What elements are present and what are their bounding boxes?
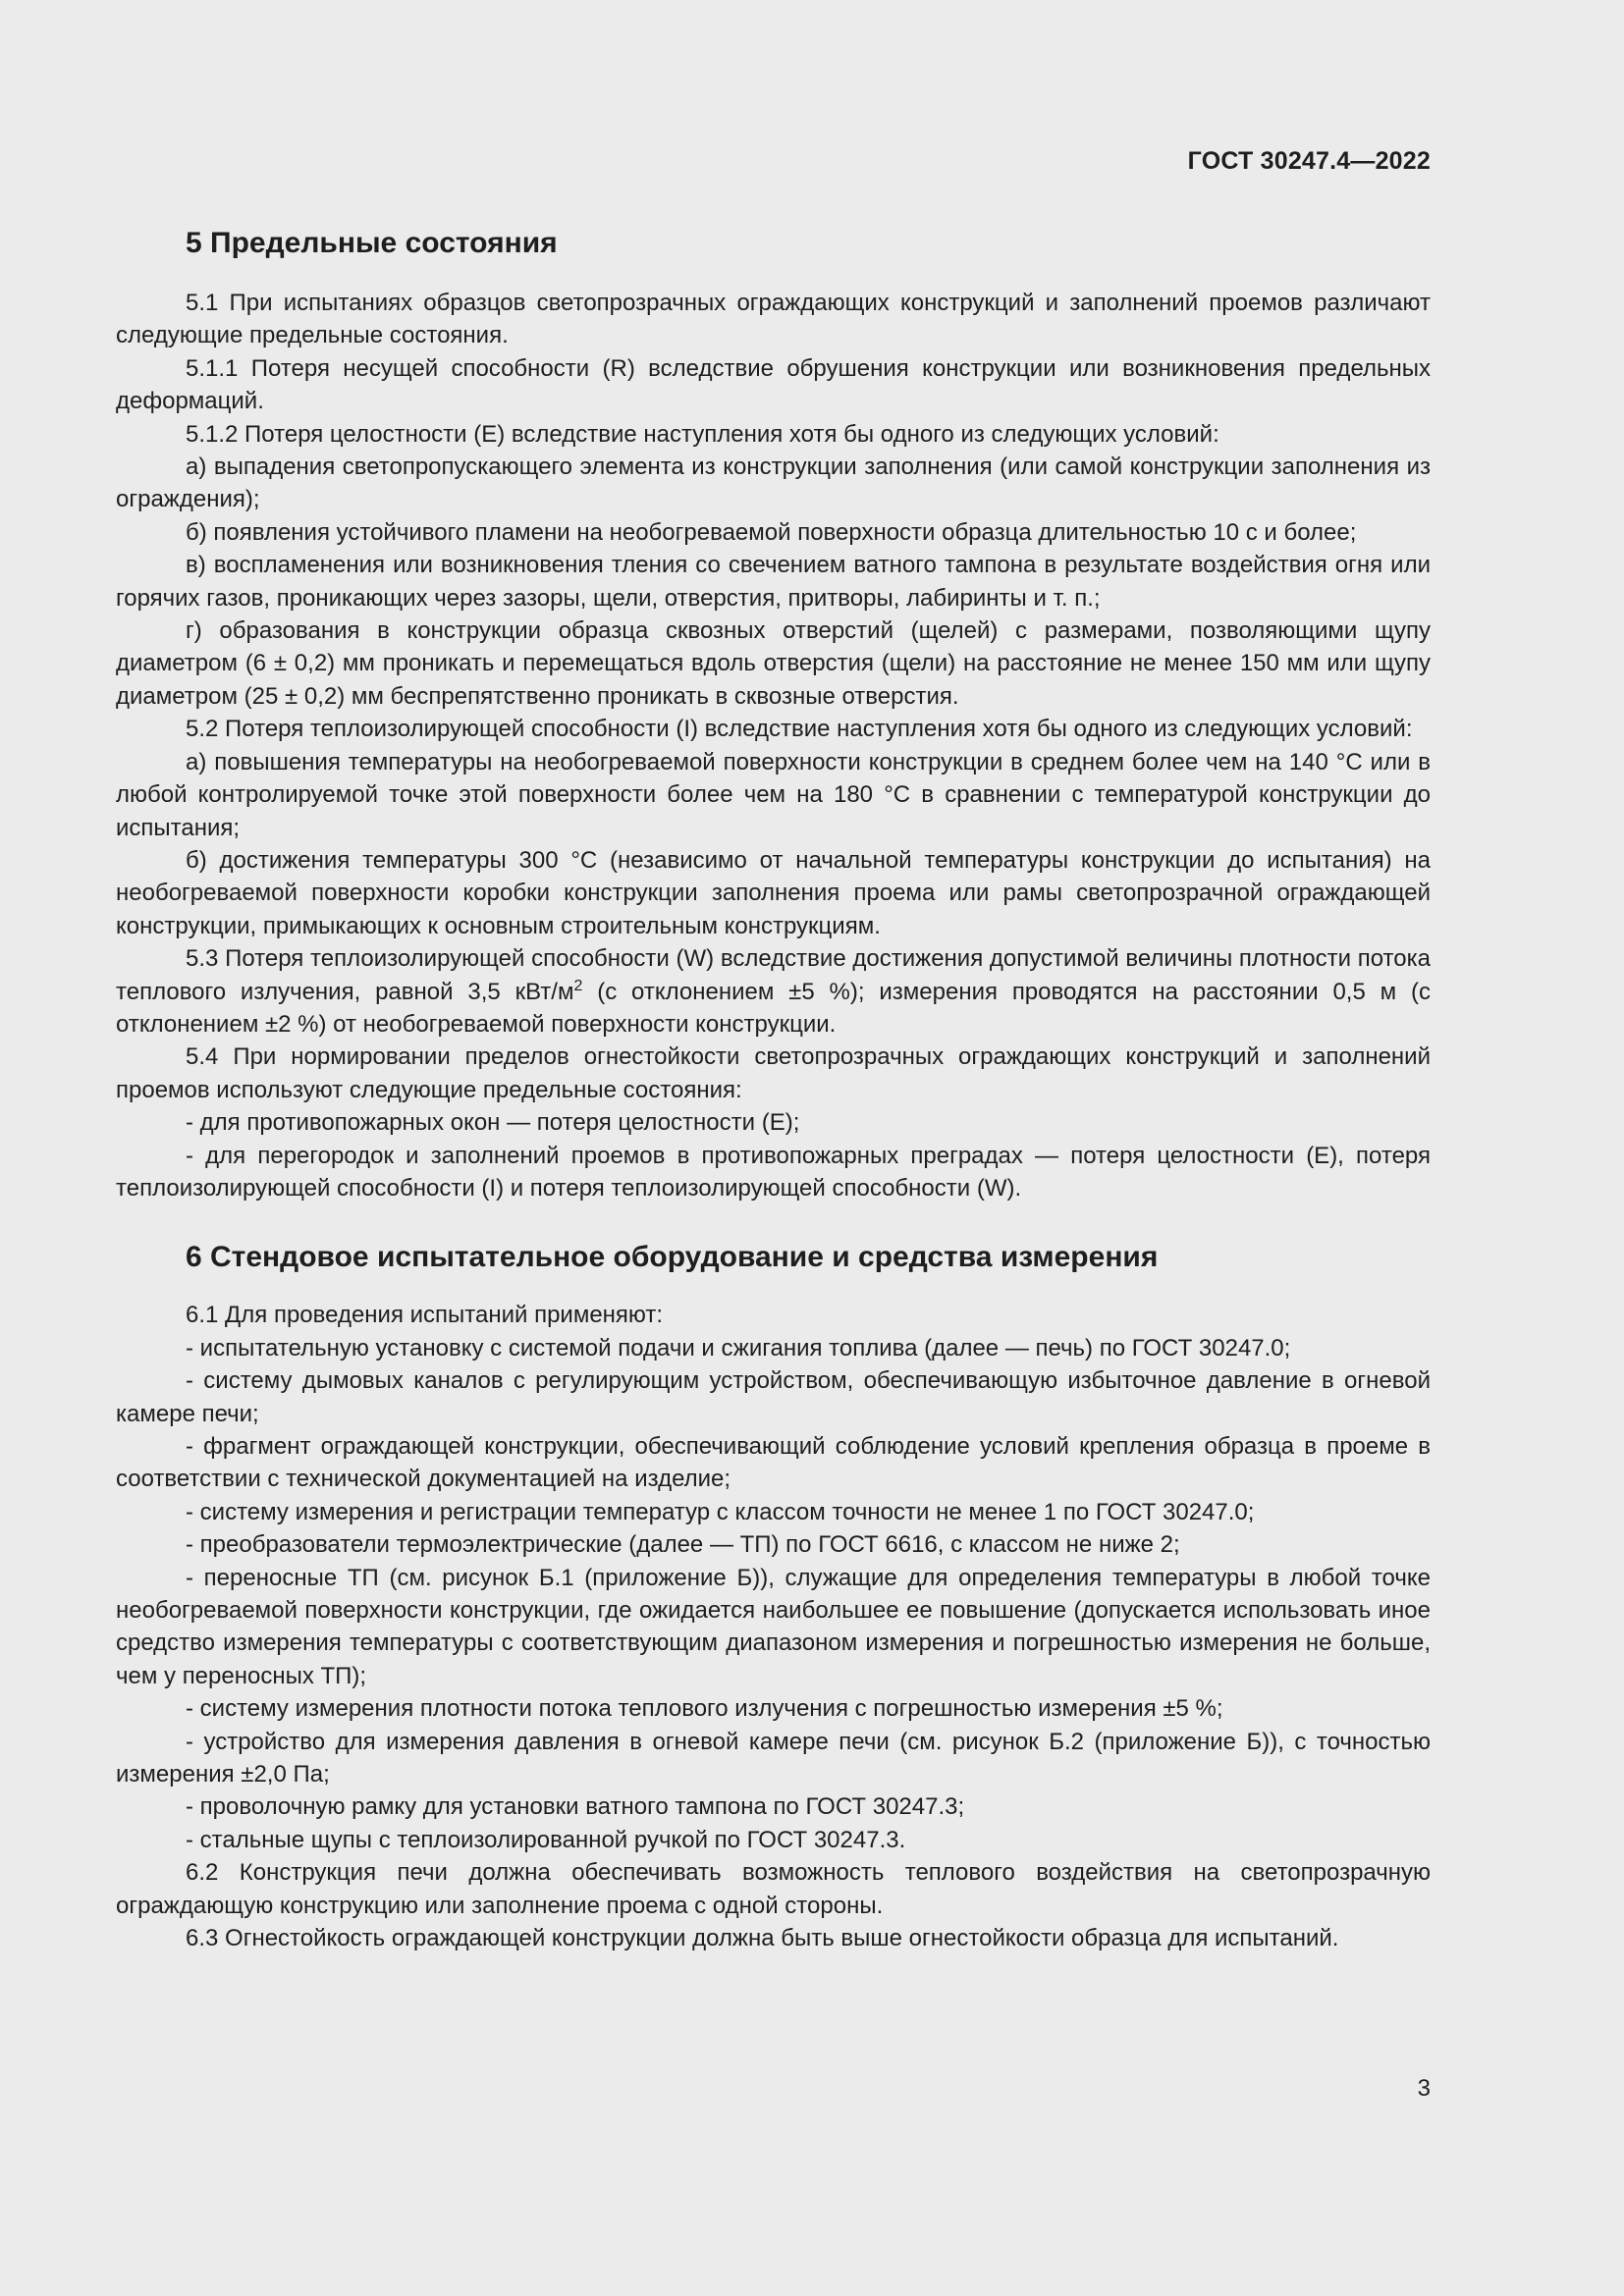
list-item-6-1-probes: - стальные щупы с теплоизолированной ручкой по ГОСТ 30247.3. [186,1826,906,1853]
paragraph-5-4: 5.4 При нормировании пределов огнестойкости светопрозрачных ограждающих конструкций и заполнений проемов используют следующие предельные состояния: [116,1043,1431,1103]
section-6-title: 6 Стендовое испытательное оборудование и средства измерения [186,1241,1159,1274]
list-item-6-1-heat-flux: - систему измерения плотности потока теплового излучения с погрешностью измерения ±5 %; [186,1695,1223,1723]
list-item-5-1-2-a: а) выпадения светопропускающего элемента из конструкции заполнения (или самой конструкции заполнения из ограждения); [116,454,1431,513]
paragraph-6-1: 6.1 Для проведения испытаний применяют: [186,1302,664,1329]
paragraph-5-1-1: 5.1.1 Потеря несущей способности (R) вследствие обрушения конструкции или возникновения предельных деформаций. [116,354,1431,415]
list-item-6-1-portable-tp: - переносные ТП (см. рисунок Б.1 (приложение Б)), служащие для определения температуры в любой точке необогреваемой поверхности конструкции, где ожидается наибольшее ее повышение (допускается использовать иное средство измерения температуры с соответствующим диапазоном измерения и погрешностью измерения не больше, чем у переносных ТП); [116,1564,1431,1689]
paragraph-6-2: 6.2 Конструкция печи должна обеспечивать возможность теплового воздействия на светопрозрачную ограждающую конструкцию или заполнение проема с одной стороны. [116,1859,1431,1919]
paragraph-5-3 [116,942,1431,1041]
paragraph-5-1: 5.1 При испытаниях образцов светопрозрачных ограждающих конструкций и заполнений проемов различают следующие предельные состояния. [116,290,1431,349]
list-item-5-4-partitions: - для перегородок и заполнений проемов в противопожарных преградах — потеря целостности (Е), потеря теплоизолирующей способности (I) и потеря теплоизолирующей способности (W). [116,1142,1431,1201]
list-item-5-4-windows: - для противопожарных окон — потеря целостности (Е); [186,1109,800,1137]
list-item-5-1-2-g: г) образования в конструкции образца сквозных отверстий (щелей) с размерами, позволяющими щупу диаметром (6 ± 0,2) мм проникать и перемещаться вдоль отверстия (щели) на расстояние не менее 150 мм или щупу диаметром (25 ± 0,2) мм беспрепятственно проникать в сквозные отверстия. [116,617,1431,710]
paragraph-5-3-text-b: (с отклонением ±5 %); измерения проводятся на расстоянии 0,5 м (с отклонением ±2 %) от необогреваемой поверхности конструкции. [116,978,1431,1038]
list-item-6-1-fragment: - фрагмент ограждающей конструкции, обеспечивающий соблюдение условий крепления образца в проеме в соответствии с технической документацией на изделие; [116,1433,1431,1493]
list-item-6-1-temp-system: - систему измерения и регистрации температур с классом точности не менее 1 по ГОСТ 30247.0; [186,1498,1255,1525]
list-item-6-1-thermocouples: - преобразователи термоэлектрические (далее — ТП) по ГОСТ 6616, с классом не ниже 2; [186,1531,1180,1559]
paragraph-5-1-2: 5.1.2 Потеря целостности (Е) вследствие наступления хотя бы одного из следующих условий: [186,420,1219,448]
superscript-2: 2 [573,977,583,994]
list-item-6-1-pressure: - устройство для измерения давления в огневой камере печи (см. рисунок Б.2 (приложение Б)), с точностью измерения ±2,0 Па; [116,1728,1431,1789]
list-item-6-1-wire-frame: - проволочную рамку для установки ватного тампона по ГОСТ 30247.3; [186,1793,965,1821]
list-item-6-1-smoke-channels: - систему дымовых каналов с регулирующим устройством, обеспечивающую избыточное давление в огневой камере печи; [116,1367,1431,1427]
document-code-header: ГОСТ 30247.4—2022 [1187,147,1431,175]
list-item-5-2-b: б) достижения температуры 300 °С (независимо от начальной температуры конструкции до испытания) на необогреваемой поверхности коробки конструкции заполнения проема или рамы светопрозрачной ограждающей конструкции, примыкающих к основным строительным конструкциям. [116,846,1431,939]
list-item-5-2-a: а) повышения температуры на необогреваемой поверхности конструкции в среднем более чем на 140 °С или в любой контролируемой точке этой поверхности более чем на 180 °С в сравнении с температурой конструкции до испытания; [116,748,1431,841]
paragraph-5-3-text-a: 5.3 Потеря теплоизолирующей способности (W) вследствие достижения допустимой величины плотности потока теплового излучения, равной 3,5 кВт/м [116,945,1431,1005]
page-body [116,222,1431,1955]
list-item-5-1-2-b: б) появления устойчивого пламени на необогреваемой поверхности образца длительностью 10 с и более; [186,518,1357,546]
paragraph-6-3: 6.3 Огнестойкость ограждающей конструкции должна быть выше огнестойкости образца для испытаний. [186,1925,1339,1952]
section-5-title: 5 Предельные состояния [186,227,558,259]
list-item-5-1-2-v: в) воспламенения или возникновения тления со свечением ватного тампона в результате воздействия огня или горячих газов, проникающих через зазоры, щели, отверстия, притворы, лабиринты и т. п.; [116,552,1431,612]
page-number: 3 [1417,2075,1431,2102]
paragraph-5-2: 5.2 Потеря теплоизолирующей способности (I) вследствие наступления хотя бы одного из следующих условий: [186,716,1413,743]
list-item-6-1-furnace: - испытательную установку с системой подачи и сжигания топлива (далее — печь) по ГОСТ 30247.0; [186,1334,1291,1362]
